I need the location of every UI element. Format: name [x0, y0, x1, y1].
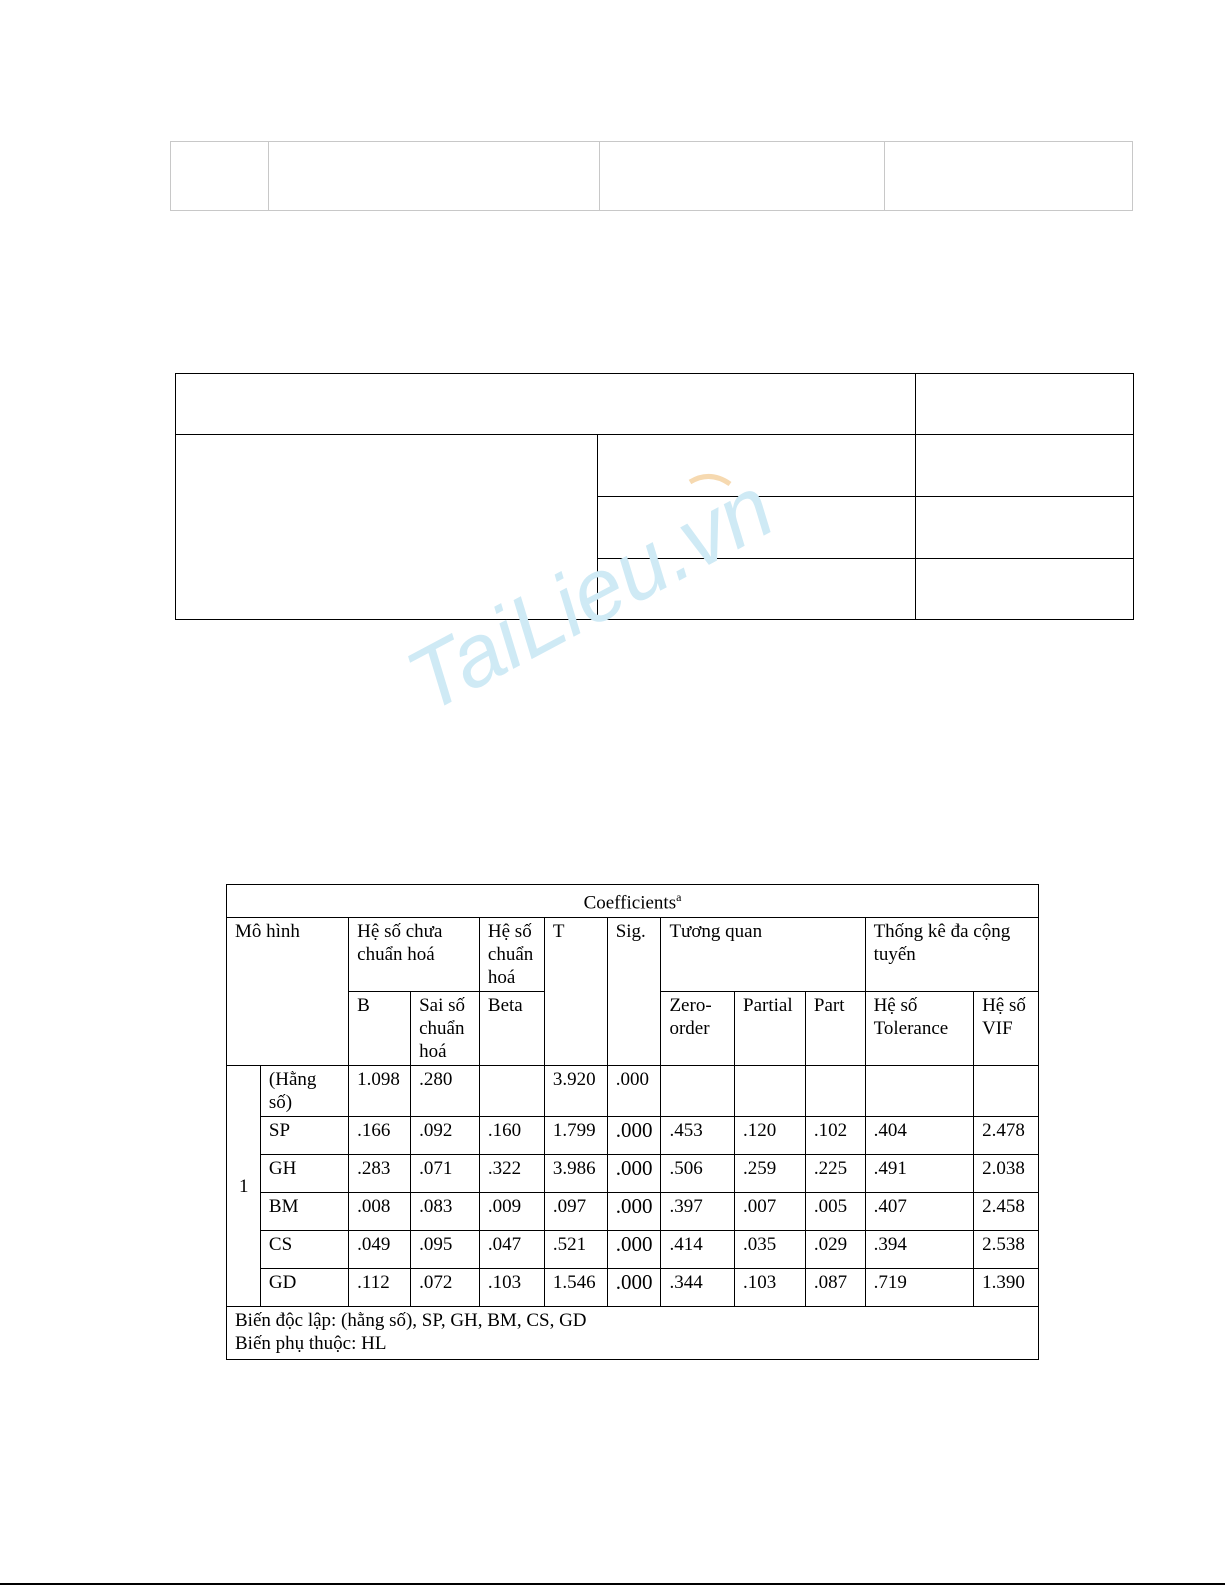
empty-cell: [598, 497, 916, 559]
table-row: [227, 1231, 1039, 1269]
cell-t: 1.546: [544, 1269, 607, 1307]
empty-cell: [885, 142, 1133, 211]
table-footnote: [227, 1307, 1039, 1360]
cell-se: .280: [411, 1066, 480, 1117]
cell-vif: 2.038: [974, 1155, 1039, 1193]
header-collinearity: Thống kê đa cộng tuyến: [865, 918, 1038, 992]
cell-sig: .000: [607, 1231, 661, 1269]
table-row: [227, 1269, 1039, 1307]
header-std-error: Sai số chuẩn hoá: [411, 992, 480, 1066]
cell-partial: .259: [735, 1155, 806, 1193]
cell-part: .029: [805, 1231, 865, 1269]
cell-b: .283: [349, 1155, 411, 1193]
cell-part: .225: [805, 1155, 865, 1193]
cell-zero-order: .414: [661, 1231, 735, 1269]
cell-zero-order: [661, 1066, 735, 1117]
watermark-text: TaiLieu.vn: [390, 456, 789, 731]
cell-t: 3.920: [544, 1066, 607, 1117]
row-name: GD: [260, 1269, 348, 1307]
cell-part: [805, 1066, 865, 1117]
cell-b: .166: [349, 1117, 411, 1155]
cell-sig: .000: [607, 1193, 661, 1231]
footnote-dependent: Biến phụ thuộc: HL: [235, 1333, 387, 1355]
cell-zero-order: .397: [661, 1193, 735, 1231]
table-row: [227, 1155, 1039, 1193]
cell-tolerance: .394: [865, 1231, 973, 1269]
cell-part: .102: [805, 1117, 865, 1155]
cell-partial: [735, 1066, 806, 1117]
cell-beta: .047: [479, 1231, 544, 1269]
row-name: (Hằng số): [260, 1066, 348, 1117]
table-row: [227, 1066, 1039, 1117]
cell-vif: 2.538: [974, 1231, 1039, 1269]
empty-cell: [916, 374, 1134, 435]
cell-vif: [974, 1066, 1039, 1117]
empty-cell: [176, 435, 598, 620]
cell-sig: .000: [607, 1066, 661, 1117]
cell-b: .049: [349, 1231, 411, 1269]
cell-zero-order: .453: [661, 1117, 735, 1155]
header-partial: Partial: [735, 992, 806, 1066]
cell-partial: .103: [735, 1269, 806, 1307]
cell-t: .521: [544, 1231, 607, 1269]
cell-part: .005: [805, 1193, 865, 1231]
cell-beta: .103: [479, 1269, 544, 1307]
cell-se: .092: [411, 1117, 480, 1155]
cell-se: .083: [411, 1193, 480, 1231]
table-title: Coefficients$^a$: [227, 885, 1039, 918]
empty-cell: [171, 142, 269, 211]
empty-cell: [598, 559, 916, 620]
empty-cell: [600, 142, 885, 211]
header-zero-order: Zero-order: [661, 992, 735, 1066]
empty-cell: [598, 435, 916, 497]
cell-tolerance: .719: [865, 1269, 973, 1307]
cell-t: 3.986: [544, 1155, 607, 1193]
header-unstandardized: Hệ số chưa chuẩn hoá: [349, 918, 480, 992]
empty-cell: [916, 559, 1134, 620]
cell-part: .087: [805, 1269, 865, 1307]
header-beta: Beta: [479, 992, 544, 1066]
cell-tolerance: .491: [865, 1155, 973, 1193]
cell-partial: .035: [735, 1231, 806, 1269]
cell-beta: .322: [479, 1155, 544, 1193]
cell-vif: 2.458: [974, 1193, 1039, 1231]
coefficients-table: [226, 884, 1039, 1360]
row-name: BM: [260, 1193, 348, 1231]
cell-se: .072: [411, 1269, 480, 1307]
header-b: B: [349, 992, 411, 1066]
cell-sig: .000: [607, 1117, 661, 1155]
cell-se: .071: [411, 1155, 480, 1193]
table-row: [227, 1117, 1039, 1155]
empty-table-middle: [175, 373, 1134, 620]
model-number: 1: [227, 1066, 261, 1307]
table-row: [227, 1193, 1039, 1231]
cell-vif: 2.478: [974, 1117, 1039, 1155]
cell-se: .095: [411, 1231, 480, 1269]
empty-cell: [916, 435, 1134, 497]
cell-b: .112: [349, 1269, 411, 1307]
row-name: SP: [260, 1117, 348, 1155]
cell-zero-order: .344: [661, 1269, 735, 1307]
cell-sig: .000: [607, 1155, 661, 1193]
cell-partial: .120: [735, 1117, 806, 1155]
empty-cell: [916, 497, 1134, 559]
cell-sig: .000: [607, 1269, 661, 1307]
cell-beta: .009: [479, 1193, 544, 1231]
cell-t: 1.799: [544, 1117, 607, 1155]
cell-t: .097: [544, 1193, 607, 1231]
header-vif: Hệ số VIF: [974, 992, 1039, 1066]
empty-cell: [269, 142, 600, 211]
cell-tolerance: .407: [865, 1193, 973, 1231]
empty-table-top: [170, 141, 1133, 211]
cell-tolerance: .404: [865, 1117, 973, 1155]
cell-vif: 1.390: [974, 1269, 1039, 1307]
cell-tolerance: [865, 1066, 973, 1117]
header-sig: Sig.: [607, 918, 661, 1066]
cell-partial: .007: [735, 1193, 806, 1231]
cell-beta: [479, 1066, 544, 1117]
cell-zero-order: .506: [661, 1155, 735, 1193]
header-t: T: [544, 918, 607, 1066]
header-tolerance: Hệ số Tolerance: [865, 992, 973, 1066]
header-correlations: Tương quan: [661, 918, 865, 992]
empty-cell: [176, 374, 916, 435]
row-name: GH: [260, 1155, 348, 1193]
cell-beta: .160: [479, 1117, 544, 1155]
cell-b: 1.098: [349, 1066, 411, 1117]
header-standardized: Hệ số chuẩn hoá: [479, 918, 544, 992]
header-model: Mô hình: [227, 918, 349, 1066]
footnote-independent: Biến độc lập: (hằng số), SP, GH, BM, CS, GD: [235, 1310, 587, 1332]
header-part: Part: [805, 992, 865, 1066]
cell-b: .008: [349, 1193, 411, 1231]
row-name: CS: [260, 1231, 348, 1269]
